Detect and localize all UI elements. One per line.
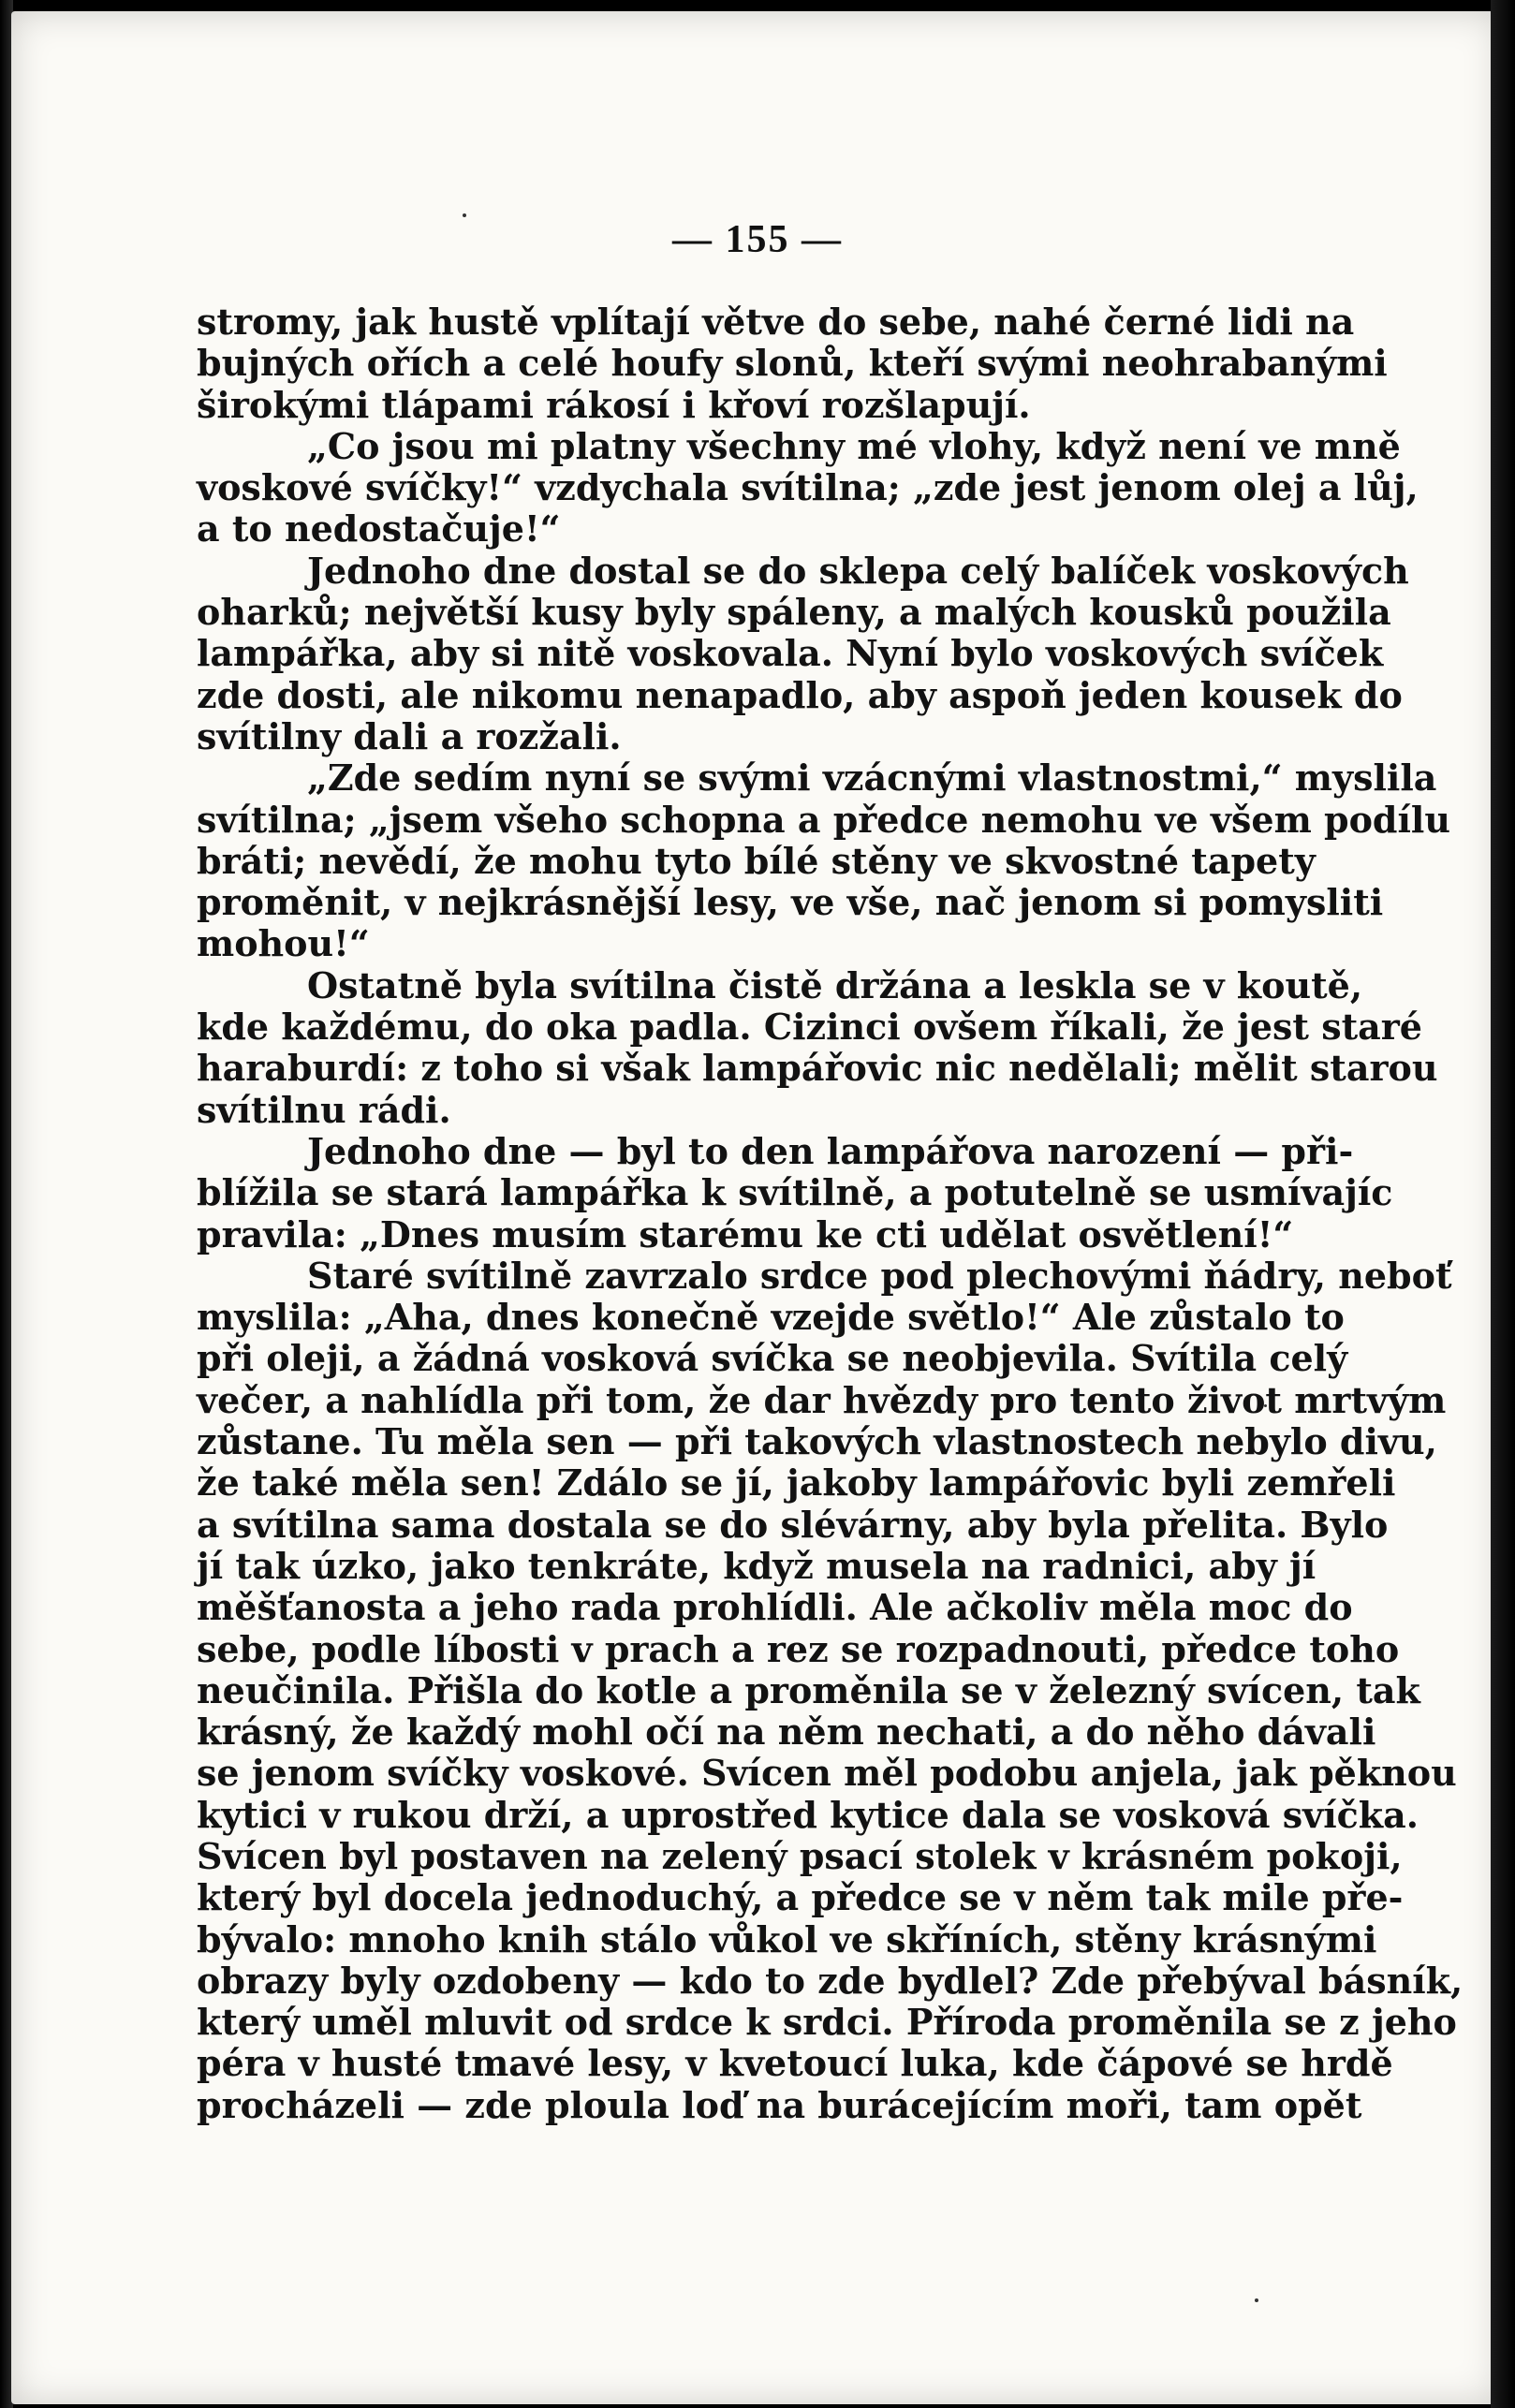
body-text [197,301,1464,2126]
text-line: který byl docela jednoduchý, a předce se v něm tak mile pře- [197,1876,1404,1919]
scan-speck [1255,2298,1258,2302]
text-line: myslila: „Aha, dnes konečně vzejde světlo!“ Ale zůstalo to [197,1296,1345,1339]
text-line: měšťanosta a jeho rada prohlídli. Ale ačkoliv měla moc do [197,1586,1353,1629]
text-line: proměnit, v nejkrásnější lesy, ve vše, nač jenom si pomysliti [197,881,1384,924]
text-line: péra v husté tmavé lesy, v kvetoucí luka, kde čápové se hrdě [197,2042,1393,2085]
text-line: kytici v rukou drží, a uprostřed kytice dala se vosková svíčka. [197,1793,1419,1836]
page-number: — 155 — [672,218,843,261]
text-line: že také měla sen! Zdálo se jí, jakoby lampářovic byli zemřeli [197,1461,1396,1505]
text-line: svítilny dali a rozžali. [197,714,622,757]
text-line: který uměl mluvit od srdce k srdci. Příroda proměnila se z jeho [197,2001,1457,2044]
text-line: bráti; nevědí, že mohu tyto bílé stěny ve skvostné tapety [197,839,1316,882]
text-line: lampářka, aby si nitě voskovala. Nyní bylo voskových svíček [197,632,1384,675]
text-line: Svícen byl postaven na zelený psací stolek v krásném pokoji, [197,1834,1403,1877]
text-line: Jednoho dne — byl to den lampářova narození — při- [307,1129,1354,1172]
scan-right-edge [1491,0,1515,2408]
text-line: voskové svíčky!“ vzdychala svítilna; „zde jest jenom olej a lůj, [197,466,1419,509]
text-line: Jednoho dne dostal se do sklepa celý balíček voskových [307,549,1409,592]
text-line: kde každému, do oka padla. Cizinci ovšem říkali, že jest staré [197,1006,1422,1049]
text-line: stromy, jak hustě vplítají větve do sebe, nahé černé lidi na [197,301,1355,343]
text-line: „Zde sedím nyní se svými vzácnými vlastnostmi,“ myslila [307,756,1437,800]
text-line: jí tak úzko, jako tenkráte, když musela na radnici, aby jí [197,1544,1316,1587]
text-line: krásný, že každý mohl očí na něm nechati, a do něho dávali [197,1711,1376,1754]
text-line: a svítilna sama dostala se do slévárny, aby byla přelita. Bylo [197,1503,1389,1546]
text-line: Staré svítilně zavrzalo srdce pod plechovými ňádry, neboť [307,1254,1452,1297]
text-line: při oleji, a žádná vosková svíčka se neobjevila. Svítila celý [197,1337,1348,1380]
text-line: blížila se stará lampářka k svítilně, a potutelně se usmívajíc [197,1171,1393,1214]
text-line: procházeli — zde ploula loď na burácejícím moři, tam opět [197,2083,1362,2126]
text-line: svítilnu rádi. [197,1088,451,1131]
text-line: svítilna; „jsem všeho schopna a předce nemohu ve všem podílu [197,798,1450,841]
text-line: a to nedostačuje!“ [197,507,561,551]
text-line: obrazy byly ozdobeny — kdo to zde bydlel? Zde přebýval básník, [197,1959,1464,2002]
text-line: zůstane. Tu měla sen — při takových vlastnostech nebylo divu, [197,1420,1437,1463]
text-line: zde dosti, ale nikomu nenapadlo, aby aspoň jeden kousek do [197,673,1403,716]
text-line: mohou!“ [197,922,370,965]
text-line: pravila: „Dnes musím starému ke cti udělat osvětlení!“ [197,1212,1294,1255]
text-line: sebe, podle líbosti v prach a rez se rozpadnouti, předce toho [197,1627,1400,1670]
text-line: oharků; největší kusy byly spáleny, a malých kousků použila [197,591,1391,634]
text-line: večer, a nahlídla při tom, že dar hvězdy pro tento život mrtvým [197,1378,1447,1421]
text-line: „Co jsou mi platny všechny mé vlohy, když není ve mně [307,424,1401,467]
text-line: neučinila. Přišla do kotle a proměnila se v železný svícen, tak [197,1668,1420,1711]
text-line: bujných ořích a celé houfy slonů, kteří svými neohrabanými [197,342,1388,385]
text-line: širokými tlápami rákosí i křoví rozšlapují. [197,383,1031,426]
text-line: haraburdí: z toho si však lampářovic nic nedělali; mělit starou [197,1047,1438,1090]
text-line: se jenom svíčky voskové. Svícen měl podobu anjela, jak pěknou [197,1752,1457,1795]
text-line: bývalo: mnoho knih stálo vůkol ve skříních, stěny krásnými [197,1917,1377,1960]
text-line: Ostatně byla svítilna čistě držána a leskla se v koutě, [307,963,1363,1006]
